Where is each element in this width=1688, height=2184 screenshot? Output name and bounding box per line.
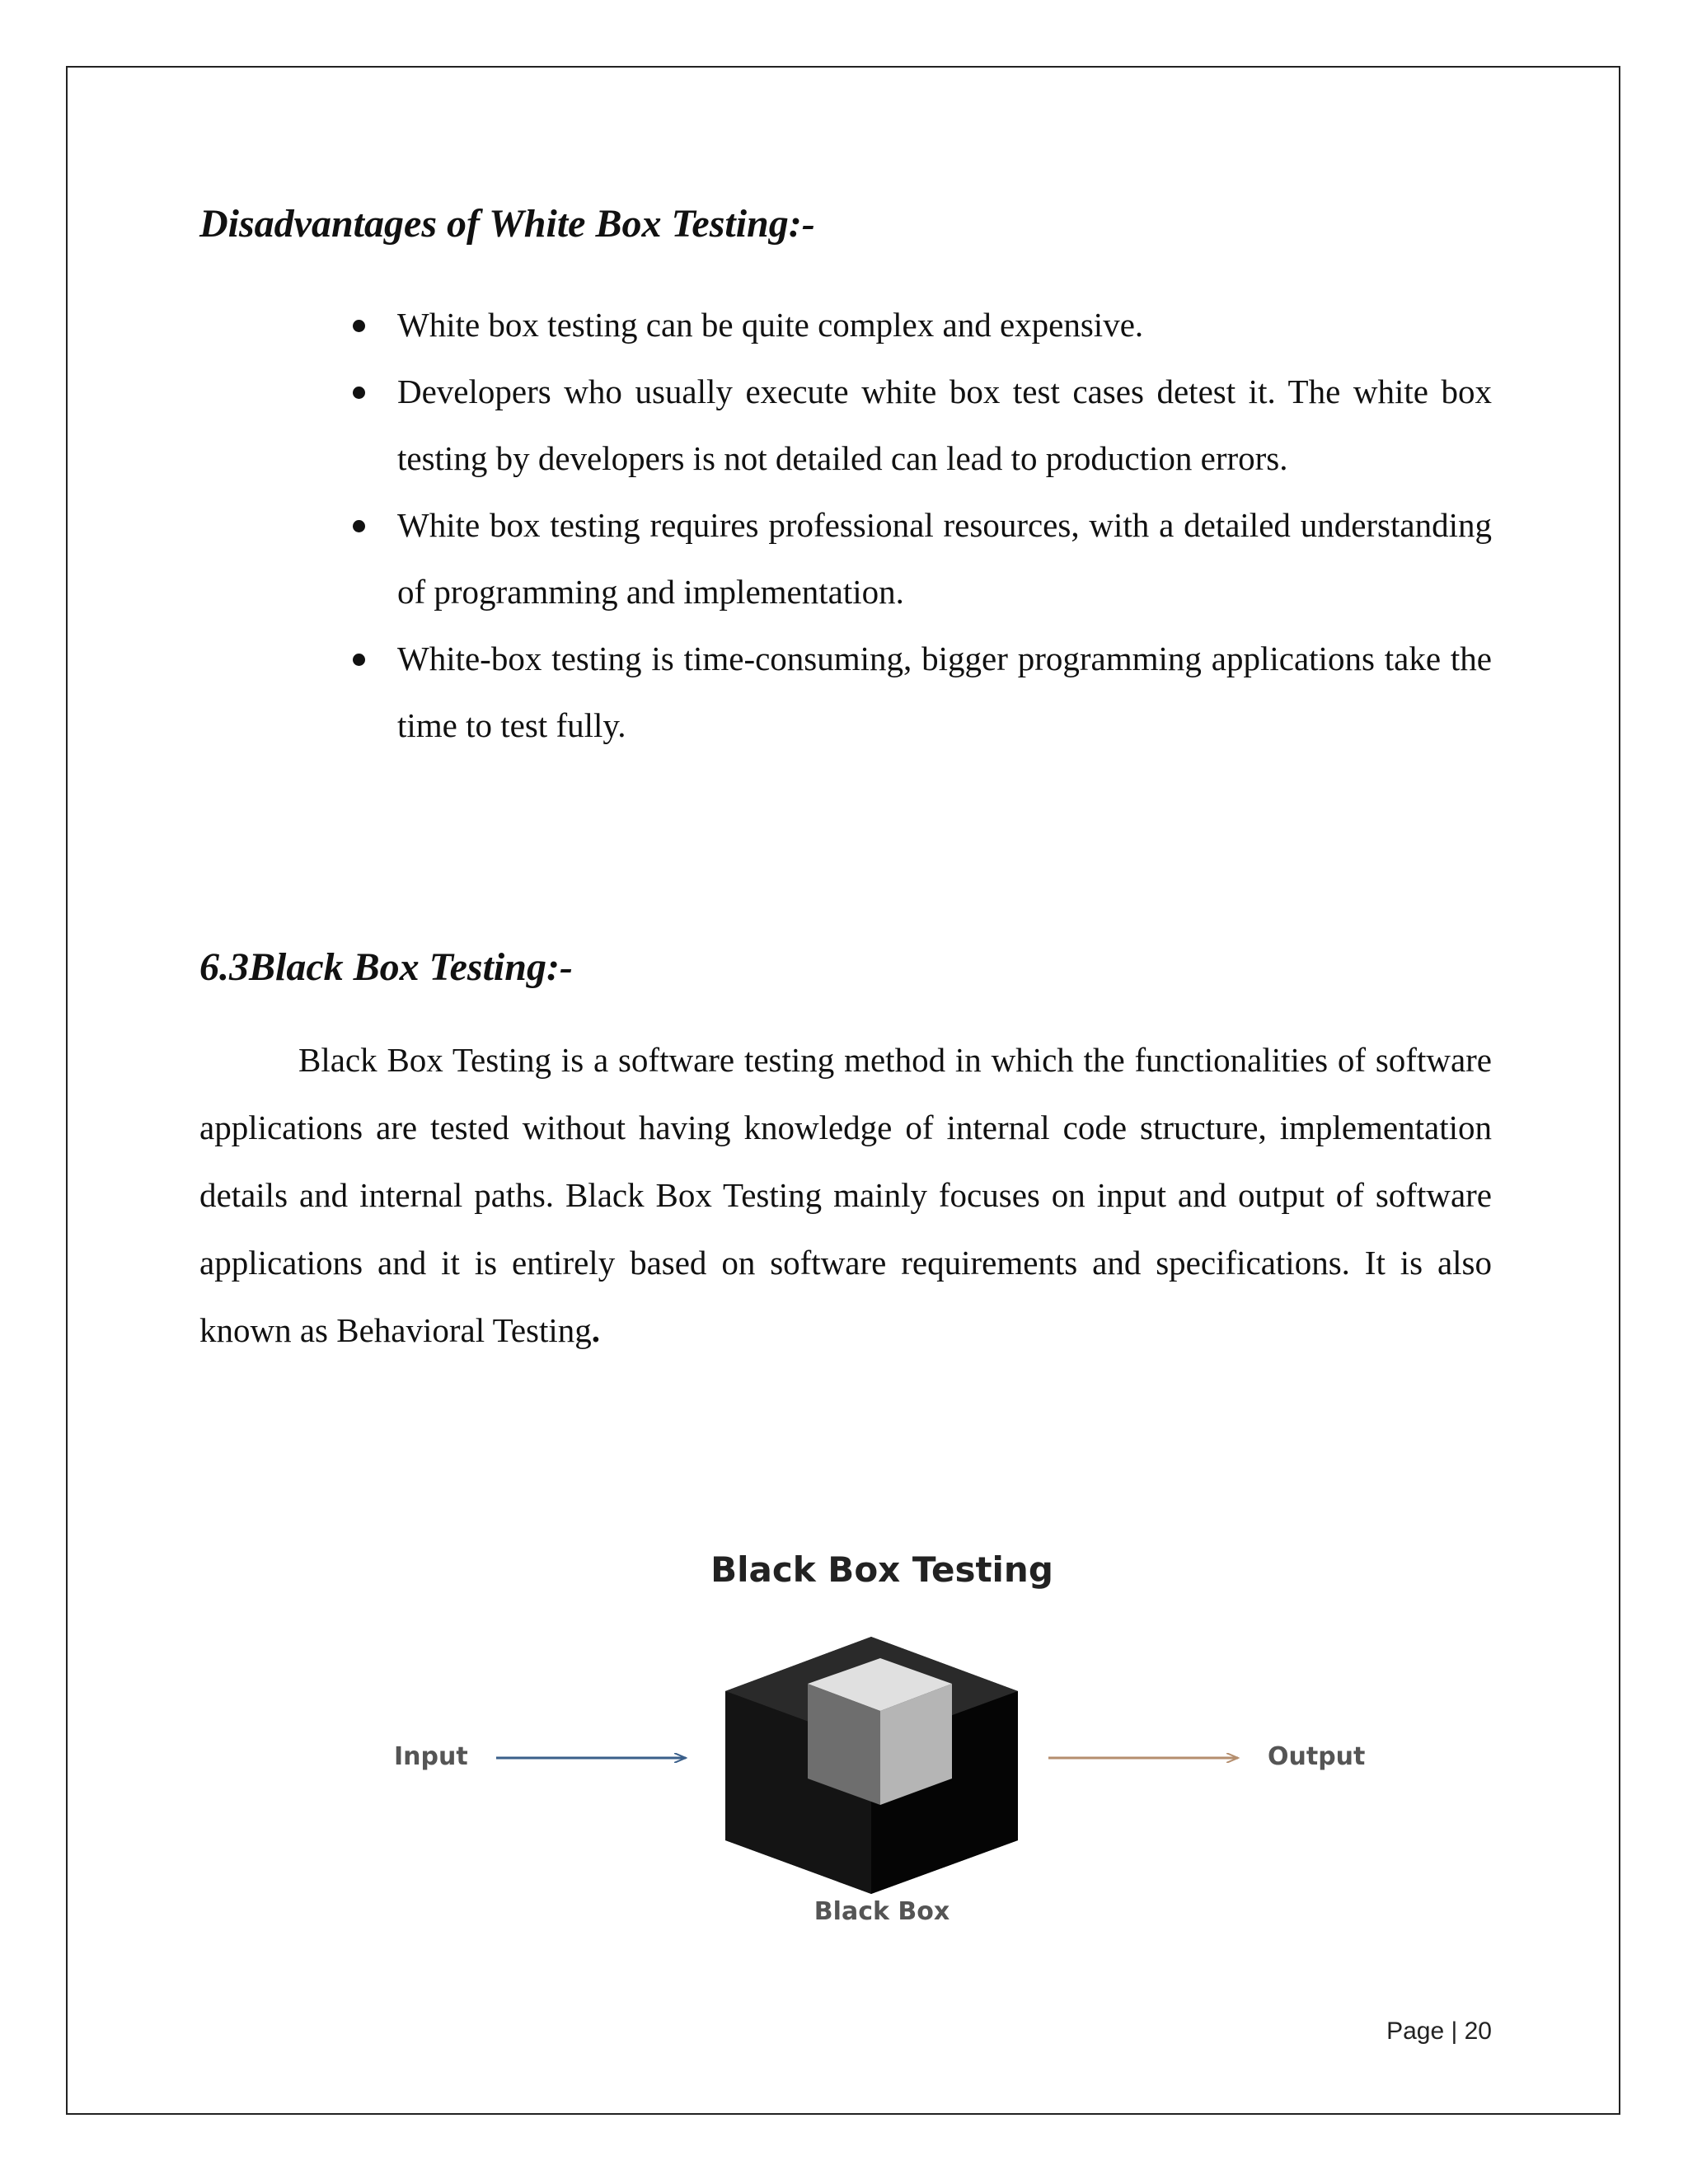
paragraph-text: Black Box Testing is a software testing method in which the functionalities of software applications are tested without having knowledge of internal code structure, implementation details and internal paths. Black Box Testing mainly focuses on input and output of software applications and it is entirely based on software requirements and specifications. It is also known as Behavioral Testing	[199, 1041, 1492, 1349]
list-item	[346, 626, 1492, 759]
list-item-text: Developers who usually execute white box test cases detest it. The white box testing by developers is not detailed can lead to production errors.	[397, 373, 1492, 477]
diagram-box-label: Black Box	[814, 1897, 950, 1926]
black-box-cube-icon	[725, 1637, 1018, 1894]
list-item	[346, 292, 1492, 359]
diagram-input-label: Input	[394, 1742, 468, 1771]
disadvantages-list	[346, 292, 1492, 759]
bullet-icon	[353, 320, 365, 332]
list-item-text: White box testing can be quite complex and expensive.	[397, 306, 1144, 344]
black-box-paragraph	[199, 1026, 1492, 1364]
bullet-icon	[353, 520, 365, 532]
list-item	[346, 492, 1492, 626]
paragraph-end-punctuation: .	[591, 1311, 601, 1349]
black-box-diagram	[305, 1541, 1500, 1945]
diagram-title: Black Box Testing	[710, 1549, 1053, 1590]
list-item-text: White box testing requires professional resources, with a detailed understanding of programming and implementation.	[397, 506, 1492, 611]
section-heading-white-box-disadvantages: Disadvantages of White Box Testing:-	[199, 202, 815, 246]
bullet-icon	[353, 654, 365, 666]
bullet-icon	[353, 387, 365, 399]
list-item	[346, 359, 1492, 492]
list-item-text: White-box testing is time-consuming, bigger programming applications take the time to test fully.	[397, 640, 1492, 744]
diagram-output-label: Output	[1268, 1742, 1366, 1771]
page-number: Page | 20	[1386, 2018, 1492, 2045]
section-heading-black-box-testing: 6.3Black Box Testing:-	[199, 945, 573, 989]
